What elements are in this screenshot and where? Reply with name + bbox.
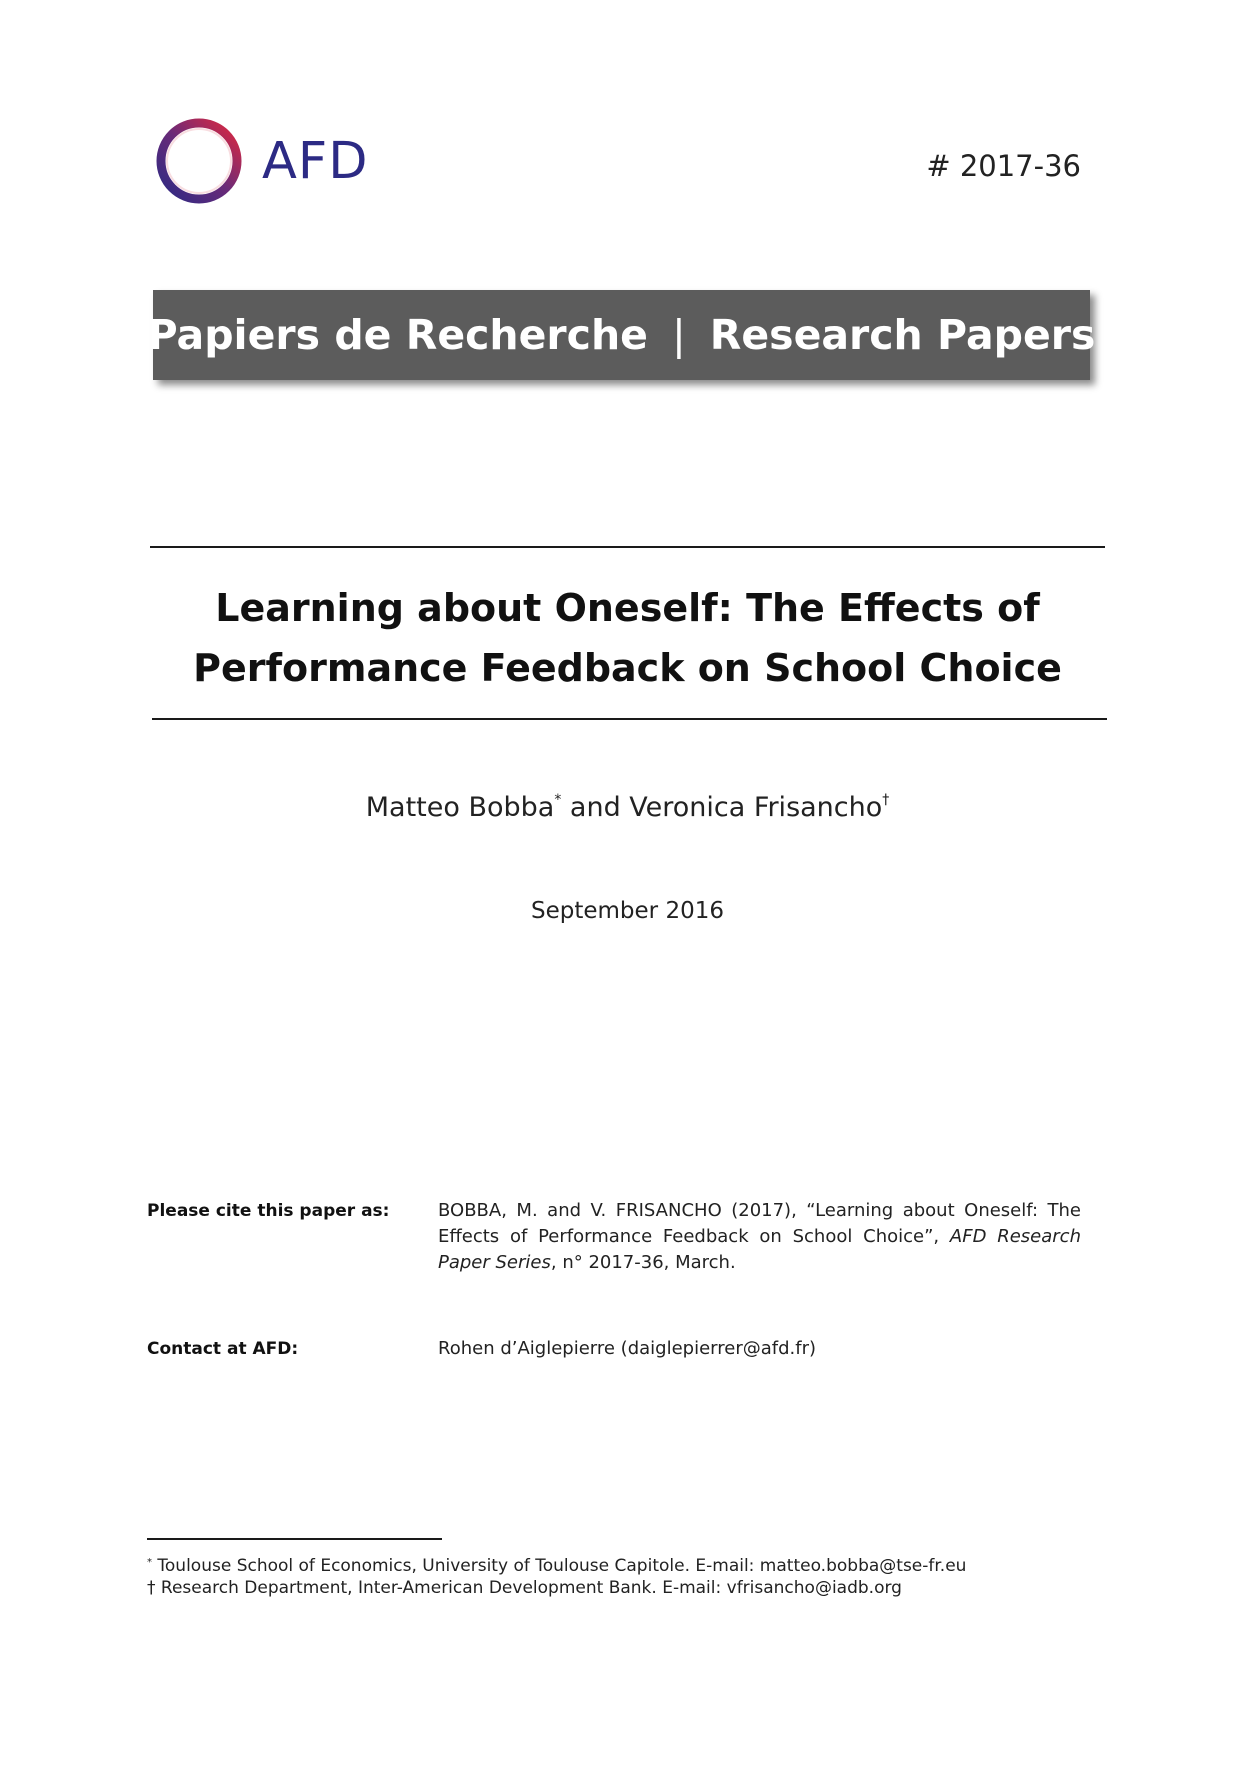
title-bottom-rule bbox=[152, 718, 1107, 720]
afd-logo-text: AFD bbox=[262, 132, 369, 191]
banner-separator: | bbox=[671, 311, 686, 359]
footnote-1-text: Toulouse School of Economics, University of Toulouse Capitole. E-mail: matteo.bobba@tse-fr.eu bbox=[152, 1556, 967, 1576]
footnote-2-mark: † bbox=[147, 1578, 156, 1598]
citation-series-name: AFD Research Paper Series bbox=[438, 1226, 1081, 1273]
author-1-footnote-mark: * bbox=[554, 792, 562, 808]
publication-date: September 2016 bbox=[531, 898, 724, 924]
author-2: Veronica Frisancho bbox=[629, 792, 883, 823]
footnote-1 bbox=[147, 1551, 966, 1578]
title-line-1: Learning about Oneself: The Effects of bbox=[215, 586, 1040, 630]
author-conjunction: and bbox=[561, 792, 630, 823]
footnote-2 bbox=[147, 1576, 902, 1600]
banner-french-label: Papiers de Recherche bbox=[147, 311, 648, 359]
series-banner bbox=[147, 290, 1096, 380]
footnote-rule bbox=[147, 1538, 442, 1540]
banner-english-label: Research Papers bbox=[709, 311, 1096, 359]
footnote-1-mark: * bbox=[147, 1557, 152, 1568]
contact-label: Contact at AFD: bbox=[147, 1339, 299, 1359]
paper-number: # 2017-36 bbox=[926, 149, 1081, 183]
citation-text-end: , n° 2017-36, March. bbox=[550, 1252, 736, 1273]
authors bbox=[150, 780, 1105, 828]
contact-value: Rohen d’Aiglepierre (daiglepierrer@afd.fr) bbox=[438, 1338, 816, 1359]
afd-logo-ring bbox=[153, 115, 245, 207]
paper-title bbox=[150, 578, 1105, 698]
footnote-2-text: Research Department, Inter-American Development Bank. E-mail: vfrisancho@iadb.org bbox=[155, 1578, 902, 1598]
author-1: Matteo Bobba bbox=[365, 792, 555, 823]
cite-label: Please cite this paper as: bbox=[147, 1201, 390, 1221]
citation-text-start: BOBBA, M. and V. FRISANCHO (2017), “Learning about Oneself: The Effects of Performance Feedback on School Choice”, bbox=[438, 1200, 1081, 1247]
title-line-2: Performance Feedback on School Choice bbox=[193, 646, 1062, 690]
author-2-footnote-mark: † bbox=[882, 792, 890, 808]
title-top-rule bbox=[150, 546, 1105, 548]
citation-text bbox=[438, 1198, 1081, 1276]
